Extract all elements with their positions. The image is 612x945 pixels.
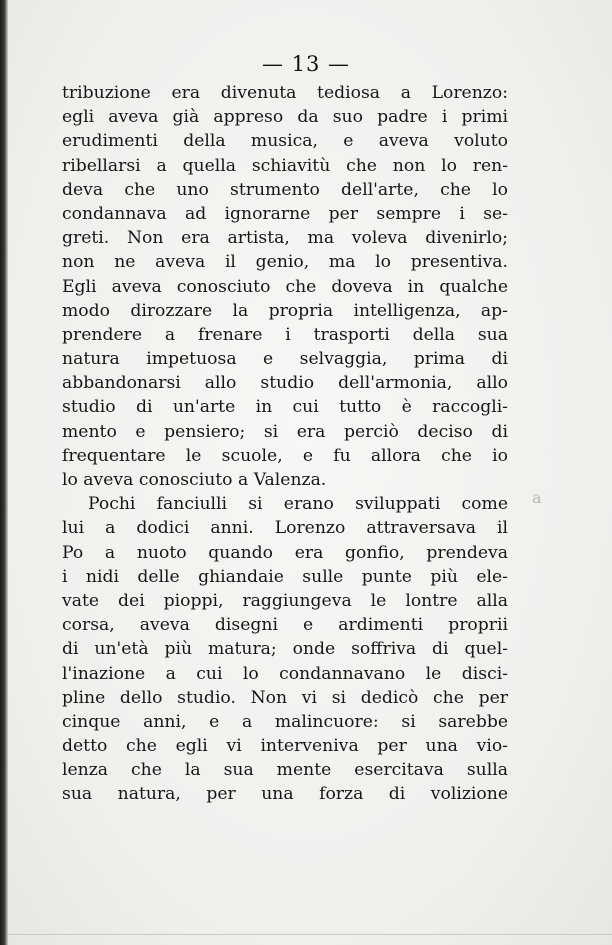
text-line: condannava ad ignorarne per sempre i se- [62,203,508,224]
text-line: natura impetuosa e selvaggia, prima di [62,349,508,370]
text-line: Po a nuoto quando era gonfio, prendeva [62,542,508,563]
text-line: sua natura, per una forza di volizione [62,784,508,805]
body-text [62,81,508,807]
page-number: — 13 — [261,52,351,76]
text-line: mento e pensiero; si era perciò deciso di [62,421,508,442]
text-line: frequentare le scuole, e fu allora che io [62,445,508,466]
text-line: modo dirozzare la propria intelligenza, ap- [62,300,508,321]
binding-shadow [0,0,8,945]
text-line: vate dei pioppi, raggiungeva le lontre alla [62,590,508,611]
text-line: di un'età più matura; onde soffriva di quel- [62,639,508,660]
text-line: l'inazione a cui lo condannavano le disci- [62,663,508,684]
text-line: deva che uno strumento dell'arte, che lo [62,179,508,200]
text-line: lui a dodici anni. Lorenzo attraversava il [62,518,508,539]
text-line: greti. Non era artista, ma voleva divenirlo; [62,228,508,249]
text-line: erudimenti della musica, e aveva voluto [62,131,508,152]
text-line: lo aveva conosciuto a Valenza. [62,470,327,490]
text-line: detto che egli vi interveniva per una vio- [62,736,508,757]
text-line: i nidi delle ghiandaie sulle punte più ele- [62,566,508,587]
text-line: pline dello studio. Non vi si dedicò che per [62,687,508,708]
text-line: egli aveva già appreso da suo padre i primi [62,107,508,128]
text-line: non ne aveva il genio, ma lo presentiva. [62,252,508,273]
margin-note: a [532,488,542,507]
text-line: prendere a frenare i trasporti della sua [62,324,508,345]
text-line: corsa, aveva disegni e ardimenti proprii [62,615,508,636]
text-line: cinque anni, e a malincuore: si sarebbe [62,711,508,732]
text-line: Egli aveva conosciuto che doveva in qualche [62,276,508,297]
text-line: tribuzione era divenuta tediosa a Lorenzo: [62,83,508,103]
text-line: Pochi fanciulli si erano sviluppati come [88,494,508,515]
page-edge [8,934,612,935]
text-line: studio di un'arte in cui tutto è raccogli- [62,397,508,418]
text-line: ribellarsi a quella schiavitù che non lo ren- [62,155,508,176]
text-line: lenza che la sua mente esercitava sulla [62,760,508,781]
text-line: abbandonarsi allo studio dell'armonia, allo [62,373,508,394]
